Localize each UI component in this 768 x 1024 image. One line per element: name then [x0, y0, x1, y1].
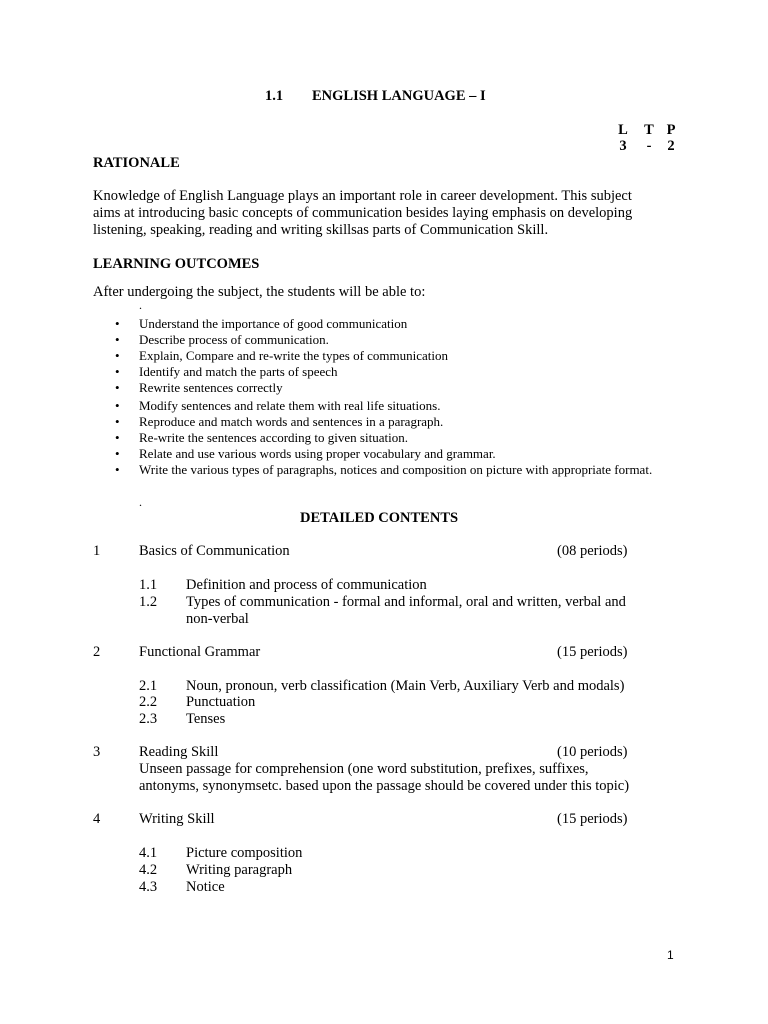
- ltp-value-l: 3: [619, 138, 627, 154]
- section-number: 3: [93, 744, 101, 760]
- section-title: Reading Skill: [139, 744, 219, 760]
- subsection-text: Tenses: [186, 711, 226, 727]
- ltp-value-t: -: [646, 138, 652, 154]
- subsection-text-continued: non-verbal: [186, 611, 249, 627]
- bullet-icon: •: [115, 430, 120, 445]
- subsection-text: Types of communication - formal and informal, oral and written, verbal and: [186, 594, 626, 610]
- subsection-text: Definition and process of communication: [186, 577, 427, 593]
- outcomes-heading: LEARNING OUTCOMES: [93, 256, 260, 272]
- section-periods: (08 periods): [557, 543, 628, 559]
- outcomes-intro: After undergoing the subject, the students will be able to:: [93, 284, 426, 300]
- bullet-icon: •: [115, 414, 120, 429]
- subsection-number: 4.3: [139, 879, 158, 895]
- section-title: Writing Skill: [139, 811, 215, 827]
- stray-dot: .: [139, 495, 142, 509]
- section-body-line: Unseen passage for comprehension (one word substitution, prefixes, suffixes,: [139, 761, 589, 777]
- rationale-line: Knowledge of English Language plays an important role in career development. This subject: [93, 188, 632, 204]
- section-periods: (15 periods): [557, 811, 628, 827]
- section-number: 4: [93, 811, 101, 827]
- ltp-header-t: T: [644, 122, 654, 138]
- page-title: ENGLISH LANGUAGE – I: [312, 88, 486, 104]
- section-body-line: antonyms, synonymsetc. based upon the passage should be covered under this topic): [139, 778, 630, 794]
- rationale-heading: RATIONALE: [93, 155, 180, 171]
- rationale-line: aims at introducing basic concepts of communication besides laying emphasis on developing: [93, 205, 633, 221]
- bullet-icon: •: [115, 398, 120, 413]
- subsection-number: 1.1: [139, 577, 158, 593]
- subsection-text: Notice: [186, 879, 225, 895]
- contents-heading: DETAILED CONTENTS: [300, 510, 459, 526]
- section-periods: (15 periods): [557, 644, 628, 660]
- section-number: 1: [93, 543, 101, 559]
- rationale-line: listening, speaking, reading and writing skillsas parts of Communication Skill.: [93, 222, 549, 238]
- title-number: 1.1: [265, 88, 284, 104]
- subsection-text: Picture composition: [186, 845, 303, 861]
- subsection-text: Punctuation: [186, 694, 256, 710]
- page-number: 1: [667, 948, 674, 962]
- subsection-number: 4.1: [139, 845, 158, 861]
- subsection-number: 2.3: [139, 711, 158, 727]
- bullet-icon: •: [115, 332, 120, 347]
- bullet-icon: •: [115, 462, 120, 477]
- ltp-value-p: 2: [667, 138, 675, 154]
- subsection-text: Writing paragraph: [186, 862, 293, 878]
- subsection-number: 2.1: [139, 678, 158, 694]
- ltp-header-p: P: [666, 122, 676, 138]
- subsection-number: 2.2: [139, 694, 158, 710]
- section-number: 2: [93, 644, 101, 660]
- subsection-number: 1.2: [139, 594, 158, 610]
- section-periods: (10 periods): [557, 744, 628, 760]
- bullet-icon: •: [115, 446, 120, 461]
- bullet-icon: •: [115, 316, 120, 331]
- bullet-icon: •: [115, 380, 120, 395]
- stray-dot: .: [139, 298, 142, 312]
- section-title: Basics of Communication: [139, 543, 290, 559]
- bullet-icon: •: [115, 348, 120, 363]
- section-title: Functional Grammar: [139, 644, 261, 660]
- ltp-header-l: L: [618, 122, 628, 138]
- subsection-number: 4.2: [139, 862, 158, 878]
- bullet-icon: •: [115, 364, 120, 379]
- subsection-text: Noun, pronoun, verb classification (Main Verb, Auxiliary Verb and modals): [186, 678, 625, 694]
